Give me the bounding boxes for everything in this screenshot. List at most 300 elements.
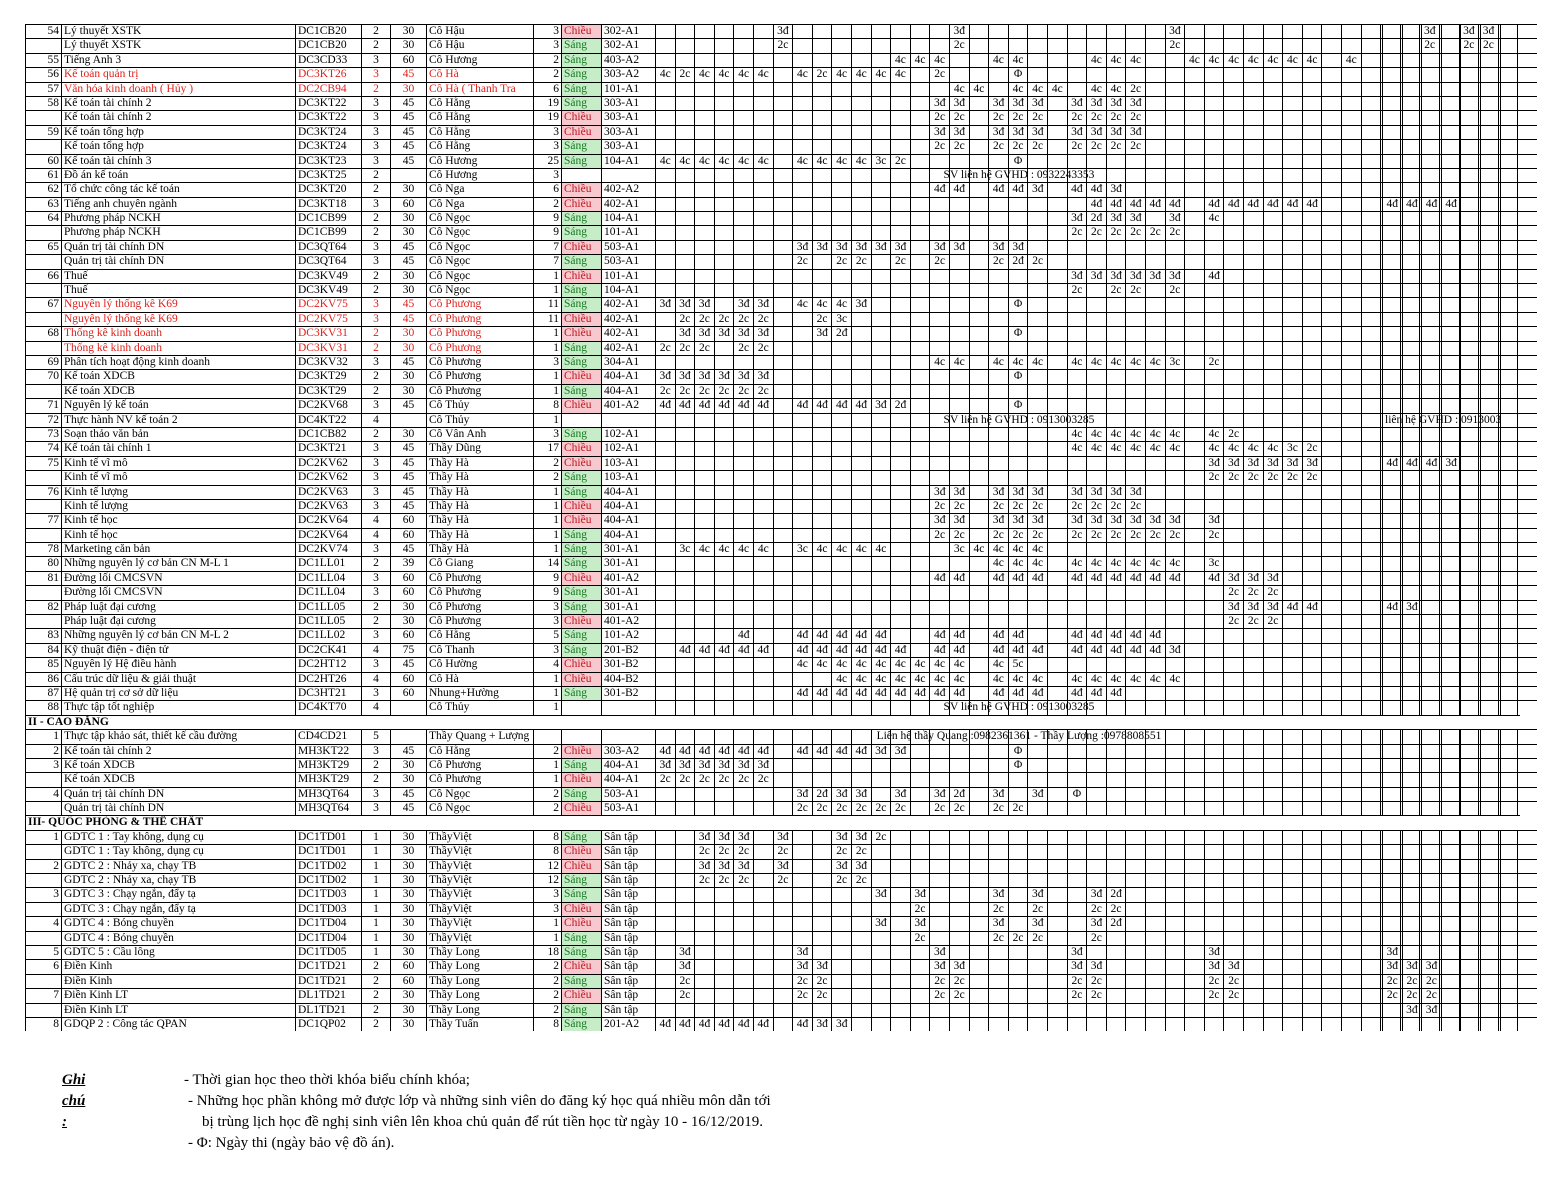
day-cell bbox=[1047, 614, 1067, 628]
stt-cell: 58 bbox=[25, 96, 61, 110]
day-cell bbox=[1184, 859, 1204, 873]
day-cell bbox=[1086, 758, 1106, 772]
day-cell bbox=[1460, 182, 1480, 196]
day-cell: 4c bbox=[1027, 556, 1047, 570]
day-cell bbox=[1500, 787, 1520, 801]
day-cell bbox=[969, 528, 989, 542]
day-cell bbox=[1421, 67, 1441, 81]
day-cell bbox=[1382, 859, 1402, 873]
day-cell bbox=[1302, 67, 1322, 81]
day-cell bbox=[675, 82, 695, 96]
day-cell bbox=[1145, 887, 1165, 901]
day-cell: 2c bbox=[792, 254, 812, 268]
gv-cell: Cô Hà ( Thanh Tra bbox=[426, 82, 533, 96]
day-cell bbox=[792, 499, 812, 513]
day-cell bbox=[1361, 297, 1381, 311]
day-cell bbox=[1441, 240, 1461, 254]
day-cell bbox=[1204, 887, 1224, 901]
day-cell bbox=[1067, 470, 1087, 484]
day-cell: 4đ bbox=[1027, 686, 1047, 700]
day-cell bbox=[753, 139, 773, 153]
code-cell: DC3QT64 bbox=[295, 240, 361, 254]
buoi-cell: Chiều bbox=[561, 571, 601, 585]
day-cell bbox=[831, 82, 851, 96]
day-cell: 4c bbox=[929, 657, 949, 671]
day-cell bbox=[1282, 830, 1302, 844]
gv-cell: ThầyViệt bbox=[426, 859, 533, 873]
day-cell bbox=[949, 326, 969, 340]
day-cell bbox=[1067, 772, 1087, 786]
stt-cell: 61 bbox=[25, 168, 61, 182]
day-cell: 4đ bbox=[753, 1017, 773, 1031]
day-cell bbox=[1402, 887, 1422, 901]
day-cell bbox=[1223, 916, 1243, 930]
day-cell bbox=[1421, 657, 1441, 671]
day-cell bbox=[1282, 628, 1302, 642]
day-cell bbox=[1282, 556, 1302, 570]
tc-cell: 2 bbox=[361, 82, 390, 96]
day-cell: 4c bbox=[851, 657, 871, 671]
day-cell bbox=[1460, 24, 1480, 38]
day-cell bbox=[1321, 974, 1341, 988]
day-cell bbox=[753, 585, 773, 599]
buoi-cell: Chiều bbox=[561, 197, 601, 211]
day-cell bbox=[1402, 485, 1422, 499]
day-cell bbox=[1421, 168, 1441, 182]
day-cell bbox=[1125, 384, 1145, 398]
day-cell bbox=[1321, 988, 1341, 1002]
day-cell bbox=[949, 67, 969, 81]
day-cell bbox=[1145, 1017, 1165, 1031]
day-cell: 4c bbox=[694, 542, 714, 556]
day-cell bbox=[949, 916, 969, 930]
buoi-cell: Chiều bbox=[561, 110, 601, 124]
day-cell bbox=[871, 326, 891, 340]
day-cell bbox=[1086, 585, 1106, 599]
day-cell: 3đ bbox=[1086, 513, 1106, 527]
day-cell bbox=[773, 82, 793, 96]
day-cell: 3đ bbox=[675, 959, 695, 973]
day-cell: 3đ bbox=[675, 369, 695, 383]
day-cell: 4đ bbox=[1382, 600, 1402, 614]
day-cell bbox=[675, 556, 695, 570]
day-cell bbox=[1067, 614, 1087, 628]
day-cell bbox=[969, 744, 989, 758]
day-cell bbox=[753, 82, 773, 96]
day-cell: 2c bbox=[1125, 528, 1145, 542]
day-cell bbox=[1106, 859, 1126, 873]
day-cell bbox=[1165, 686, 1185, 700]
day-cell bbox=[1321, 542, 1341, 556]
day-cell bbox=[1282, 614, 1302, 628]
name-cell: GDTC 3 : Chạy ngắn, đẩy tạ bbox=[61, 902, 295, 916]
tc-cell: 2 bbox=[361, 427, 390, 441]
day-cell bbox=[929, 384, 949, 398]
day-cell bbox=[1500, 744, 1520, 758]
day-cell bbox=[1321, 801, 1341, 815]
day-cell bbox=[969, 974, 989, 988]
day-cell bbox=[1421, 427, 1441, 441]
day-cell: 3đ bbox=[1125, 96, 1145, 110]
day-cell bbox=[1047, 225, 1067, 239]
day-cell bbox=[1125, 787, 1145, 801]
day-cell bbox=[1282, 513, 1302, 527]
room-cell: 503-A1 bbox=[601, 240, 655, 254]
day-cell: 3đ bbox=[1067, 211, 1087, 225]
day-cell bbox=[851, 916, 871, 930]
day-cell: 2c bbox=[733, 844, 753, 858]
day-cell: 2c bbox=[1402, 974, 1422, 988]
day-cell bbox=[1480, 758, 1500, 772]
day-cell bbox=[812, 182, 832, 196]
day-cell bbox=[1321, 916, 1341, 930]
name-cell: Lý thuyết XSTK bbox=[61, 24, 295, 38]
day-cell bbox=[929, 887, 949, 901]
tc-cell: 2 bbox=[361, 600, 390, 614]
day-cell bbox=[792, 571, 812, 585]
day-cell bbox=[1204, 225, 1224, 239]
day-cell bbox=[1302, 801, 1322, 815]
name-cell: Thống kê kinh doanh bbox=[61, 326, 295, 340]
day-cell bbox=[851, 355, 871, 369]
day-cell: 4c bbox=[1145, 672, 1165, 686]
day-cell bbox=[1302, 585, 1322, 599]
day-cell bbox=[1302, 657, 1322, 671]
day-cell bbox=[1441, 672, 1461, 686]
day-cell bbox=[694, 556, 714, 570]
day-cell bbox=[1106, 384, 1126, 398]
day-cell: 4c bbox=[929, 672, 949, 686]
day-cell: 4đ bbox=[714, 398, 734, 412]
day-cell bbox=[792, 110, 812, 124]
day-cell bbox=[871, 254, 891, 268]
day-cell bbox=[890, 916, 910, 930]
stt-cell: 60 bbox=[25, 154, 61, 168]
gv-cell: Thầy Long bbox=[426, 945, 533, 959]
day-cell bbox=[812, 887, 832, 901]
day-cell: 4đ bbox=[949, 686, 969, 700]
day-cell bbox=[1223, 672, 1243, 686]
day-cell bbox=[1067, 82, 1087, 96]
room-cell: Sân tập bbox=[601, 974, 655, 988]
day-cell bbox=[1460, 1017, 1480, 1031]
day-cell bbox=[1500, 398, 1520, 412]
gv-cell: Cô Thủy bbox=[426, 700, 533, 714]
day-cell bbox=[1480, 182, 1500, 196]
day-cell bbox=[1421, 398, 1441, 412]
day-cell: 4c bbox=[1008, 672, 1028, 686]
buoi-cell: Sáng bbox=[561, 585, 601, 599]
day-cell bbox=[1500, 931, 1520, 945]
day-cell bbox=[1321, 240, 1341, 254]
day-cell bbox=[655, 571, 675, 585]
day-cell bbox=[1441, 225, 1461, 239]
day-cell bbox=[1361, 672, 1381, 686]
day-cell: 3đ bbox=[949, 24, 969, 38]
code-cell: MH3QT64 bbox=[295, 787, 361, 801]
day-cell bbox=[1243, 859, 1263, 873]
day-cell bbox=[1402, 470, 1422, 484]
day-cell: 4c bbox=[1204, 427, 1224, 441]
day-cell bbox=[969, 139, 989, 153]
day-cell bbox=[753, 96, 773, 110]
note-line-1: - Thời gian học theo thời khóa biểu chính khóa; bbox=[184, 1072, 470, 1088]
gv-cell: Cô Ngọc bbox=[426, 211, 533, 225]
day-cell bbox=[1184, 485, 1204, 499]
day-cell bbox=[753, 427, 773, 441]
day-cell: 4đ bbox=[929, 182, 949, 196]
day-cell bbox=[1263, 341, 1283, 355]
stt-cell bbox=[25, 139, 61, 153]
day-cell bbox=[1441, 211, 1461, 225]
day-cell bbox=[1184, 974, 1204, 988]
day-cell: 2c bbox=[929, 110, 949, 124]
day-cell bbox=[1263, 528, 1283, 542]
day-cell: 2c bbox=[1223, 974, 1243, 988]
day-cell bbox=[714, 139, 734, 153]
day-cell bbox=[969, 24, 989, 38]
day-cell bbox=[714, 427, 734, 441]
day-cell bbox=[1402, 24, 1422, 38]
day-cell: 3đ bbox=[1125, 125, 1145, 139]
day-cell bbox=[753, 197, 773, 211]
day-cell bbox=[1047, 744, 1067, 758]
name-cell: GDQP 2 : Công tác QPAN bbox=[61, 1017, 295, 1031]
code-cell: DC2KV62 bbox=[295, 456, 361, 470]
day-cell bbox=[812, 528, 832, 542]
day-cell bbox=[1421, 355, 1441, 369]
day-cell bbox=[1223, 182, 1243, 196]
day-cell bbox=[929, 470, 949, 484]
day-cell bbox=[1517, 959, 1537, 973]
stt-cell bbox=[25, 312, 61, 326]
day-cell bbox=[1243, 686, 1263, 700]
name-cell: Kinh tế học bbox=[61, 513, 295, 527]
day-cell bbox=[910, 485, 930, 499]
day-cell bbox=[1027, 283, 1047, 297]
day-cell bbox=[1165, 758, 1185, 772]
day-cell bbox=[1067, 916, 1087, 930]
day-cell: 4c bbox=[1125, 441, 1145, 455]
day-cell bbox=[1165, 240, 1185, 254]
day-cell bbox=[1500, 585, 1520, 599]
day-cell: 4đ bbox=[792, 744, 812, 758]
day-cell bbox=[1402, 499, 1422, 513]
day-cell bbox=[1321, 53, 1341, 67]
day-cell bbox=[1008, 902, 1028, 916]
day-cell bbox=[1027, 154, 1047, 168]
day-cell bbox=[1421, 283, 1441, 297]
day-cell bbox=[1321, 225, 1341, 239]
day-cell bbox=[812, 916, 832, 930]
day-cell: Φ bbox=[1067, 787, 1087, 801]
day-cell bbox=[1517, 585, 1537, 599]
day-cell: 2c bbox=[1204, 988, 1224, 1002]
name-cell: Kế toán tổng hợp bbox=[61, 139, 295, 153]
day-cell bbox=[1421, 873, 1441, 887]
day-cell bbox=[890, 384, 910, 398]
code-cell: DC3KT25 bbox=[295, 168, 361, 182]
day-cell bbox=[1008, 873, 1028, 887]
day-cell bbox=[1460, 341, 1480, 355]
day-cell bbox=[1282, 916, 1302, 930]
tiet-cell: 60 bbox=[390, 585, 426, 599]
day-cell bbox=[949, 772, 969, 786]
stt-cell: 76 bbox=[25, 485, 61, 499]
day-cell bbox=[694, 38, 714, 52]
day-cell bbox=[1302, 427, 1322, 441]
day-cell bbox=[1480, 513, 1500, 527]
day-cell bbox=[1421, 441, 1441, 455]
day-cell bbox=[831, 283, 851, 297]
day-cell: 4đ bbox=[988, 686, 1008, 700]
day-cell bbox=[714, 585, 734, 599]
tc-cell: 3 bbox=[361, 355, 390, 369]
room-cell: 503-A1 bbox=[601, 787, 655, 801]
room-cell: 401-A2 bbox=[601, 614, 655, 628]
day-cell bbox=[988, 873, 1008, 887]
day-cell bbox=[1441, 844, 1461, 858]
day-cell bbox=[714, 931, 734, 945]
day-cell: 2c bbox=[1125, 225, 1145, 239]
day-cell bbox=[714, 787, 734, 801]
day-cell bbox=[1223, 887, 1243, 901]
day-cell bbox=[871, 528, 891, 542]
day-cell bbox=[1402, 297, 1422, 311]
day-cell bbox=[1047, 240, 1067, 254]
tiet-cell: 30 bbox=[390, 225, 426, 239]
day-cell bbox=[1086, 283, 1106, 297]
day-cell bbox=[1361, 139, 1381, 153]
name-cell: Kế toán tài chính 2 bbox=[61, 744, 295, 758]
day-cell bbox=[1243, 513, 1263, 527]
day-cell bbox=[1223, 369, 1243, 383]
day-cell bbox=[1204, 67, 1224, 81]
day-cell bbox=[714, 887, 734, 901]
day-cell bbox=[851, 614, 871, 628]
day-cell bbox=[1263, 513, 1283, 527]
buoi-cell: Chiều bbox=[561, 369, 601, 383]
day-cell bbox=[1263, 859, 1283, 873]
day-cell: 2c bbox=[1067, 110, 1087, 124]
day-cell bbox=[1125, 470, 1145, 484]
day-cell bbox=[1500, 902, 1520, 916]
tc-cell: 4 bbox=[361, 513, 390, 527]
day-cell bbox=[753, 686, 773, 700]
day-cell: 4đ bbox=[871, 628, 891, 642]
stt-cell: 57 bbox=[25, 82, 61, 96]
day-cell bbox=[812, 470, 832, 484]
day-cell bbox=[675, 931, 695, 945]
day-cell: 4c bbox=[1125, 672, 1145, 686]
day-cell bbox=[910, 240, 930, 254]
day-cell: 2c bbox=[792, 988, 812, 1002]
day-cell bbox=[969, 758, 989, 772]
day-cell bbox=[1223, 211, 1243, 225]
day-cell bbox=[1125, 945, 1145, 959]
day-cell bbox=[1341, 974, 1361, 988]
day-cell: 2c bbox=[1419, 38, 1439, 52]
day-cell bbox=[1086, 456, 1106, 470]
day-cell bbox=[675, 571, 695, 585]
day-cell bbox=[949, 556, 969, 570]
day-cell: 2c bbox=[1086, 528, 1106, 542]
day-cell bbox=[694, 931, 714, 945]
day-cell bbox=[1402, 341, 1422, 355]
day-cell bbox=[969, 283, 989, 297]
day-cell bbox=[969, 571, 989, 585]
day-cell bbox=[1184, 369, 1204, 383]
day-cell bbox=[910, 182, 930, 196]
day-cell bbox=[988, 82, 1008, 96]
day-cell bbox=[714, 82, 734, 96]
day-cell bbox=[812, 369, 832, 383]
n-cell: 3 bbox=[533, 887, 561, 901]
day-cell bbox=[1421, 758, 1441, 772]
stt-cell: 1 bbox=[25, 830, 61, 844]
day-cell bbox=[812, 211, 832, 225]
day-cell bbox=[1243, 211, 1263, 225]
day-cell bbox=[1047, 585, 1067, 599]
code-cell: DC3KT26 bbox=[295, 67, 361, 81]
day-cell bbox=[1047, 628, 1067, 642]
day-cell: 2c bbox=[831, 254, 851, 268]
day-cell bbox=[675, 873, 695, 887]
day-cell bbox=[1027, 384, 1047, 398]
day-cell bbox=[1204, 1017, 1224, 1031]
n-cell: 2 bbox=[533, 53, 561, 67]
day-cell bbox=[1204, 341, 1224, 355]
day-cell bbox=[1223, 125, 1243, 139]
day-cell bbox=[1047, 269, 1067, 283]
day-cell bbox=[929, 269, 949, 283]
buoi-cell: Sáng bbox=[561, 154, 601, 168]
day-cell bbox=[1047, 873, 1067, 887]
day-cell: 4đ bbox=[714, 1017, 734, 1031]
day-cell bbox=[949, 154, 969, 168]
day-cell: 3đ bbox=[1243, 456, 1263, 470]
day-cell bbox=[949, 1003, 969, 1017]
day-cell: 3đ bbox=[812, 240, 832, 254]
day-cell bbox=[1441, 513, 1461, 527]
day-cell bbox=[1243, 902, 1263, 916]
day-cell bbox=[851, 110, 871, 124]
day-cell bbox=[675, 355, 695, 369]
room-cell: 102-A1 bbox=[601, 441, 655, 455]
day-cell bbox=[1441, 499, 1461, 513]
day-cell bbox=[1480, 556, 1500, 570]
day-cell bbox=[1361, 974, 1381, 988]
code-cell: DC1LL01 bbox=[295, 556, 361, 570]
day-cell bbox=[812, 499, 832, 513]
day-cell: 2đ bbox=[1008, 254, 1028, 268]
day-cell bbox=[1243, 556, 1263, 570]
day-cell bbox=[871, 902, 891, 916]
day-cell bbox=[871, 355, 891, 369]
room-cell: 303-A2 bbox=[601, 67, 655, 81]
day-cell bbox=[1027, 600, 1047, 614]
day-cell: 4đ bbox=[675, 643, 695, 657]
tc-cell: 3 bbox=[361, 240, 390, 254]
tc-cell: 5 bbox=[361, 729, 390, 743]
day-cell bbox=[714, 96, 734, 110]
day-cell bbox=[831, 125, 851, 139]
day-cell bbox=[733, 254, 753, 268]
tiet-cell: 45 bbox=[390, 125, 426, 139]
day-cell bbox=[871, 571, 891, 585]
day-cell bbox=[1302, 326, 1322, 340]
day-cell bbox=[1500, 110, 1520, 124]
